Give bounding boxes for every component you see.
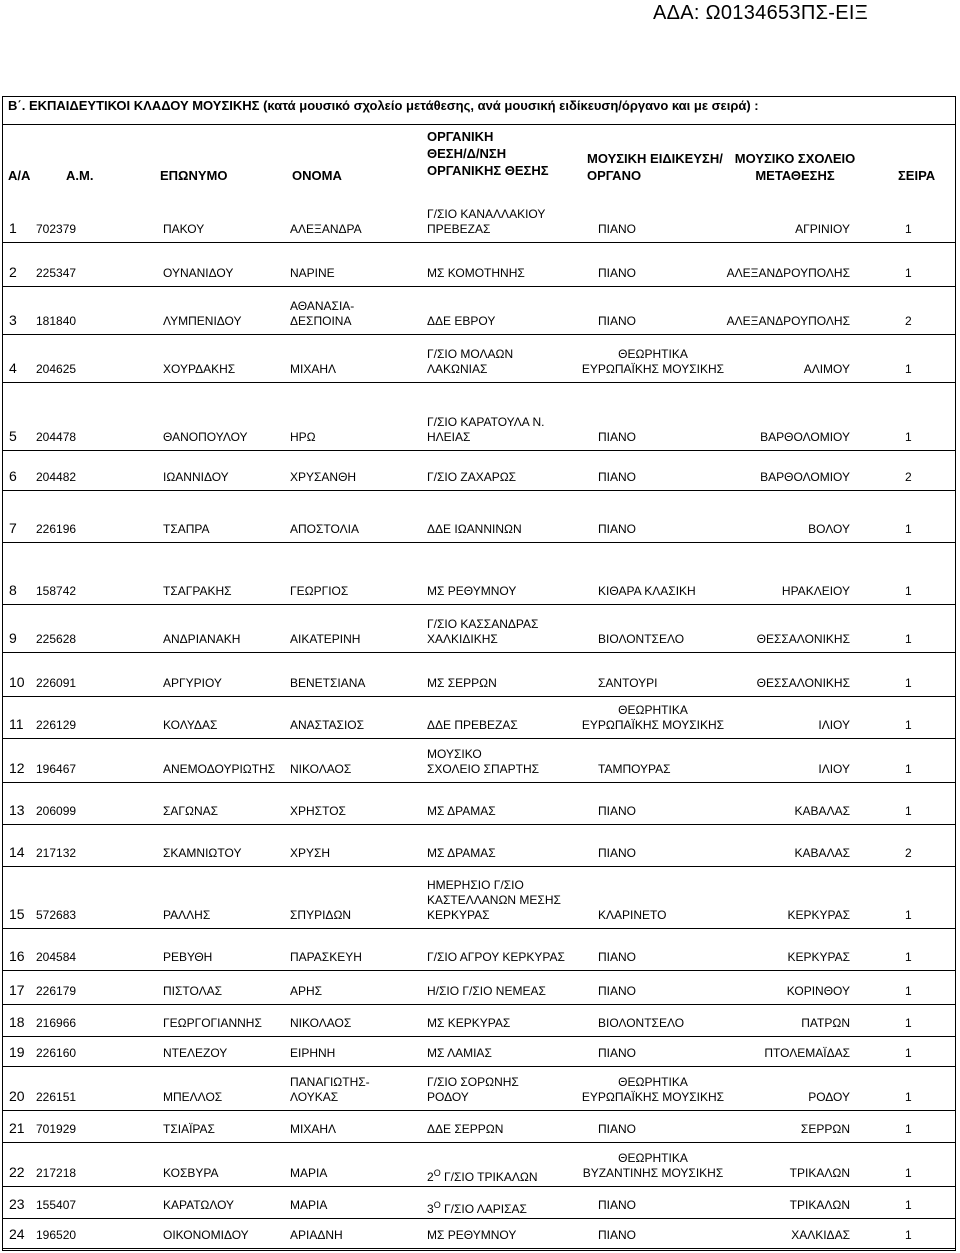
surname-line: ΜΠΕΛΛΟΣ (163, 1090, 223, 1104)
specialization: ΤΑΜΠΟΥΡΑΣ (598, 762, 671, 776)
surname-line: ΣΑΓΩΝΑΣ (163, 804, 219, 818)
first-name-line: ΝΙΚΟΛΑΟΣ (290, 1016, 352, 1030)
surname-line: ΙΩΑΝΝΙΔΟΥ (163, 470, 229, 484)
first-name-line: ΕΙΡΗΝΗ (290, 1046, 336, 1060)
order-number: 1 (905, 1046, 912, 1060)
row-divider (2, 824, 956, 825)
organic-position-line: ΔΔΕ ΕΒΡΟΥ (427, 314, 496, 328)
registry-number: 572683 (36, 908, 77, 922)
first-name-line: ΑΛΕΞΑΝΔΡΑ (290, 222, 362, 236)
surname-line: ΚΟΛΥΔΑΣ (163, 718, 218, 732)
registry-number: 155407 (36, 1198, 77, 1212)
surname-line: ΛΥΜΠΕΝΙΔΟΥ (163, 314, 242, 328)
transfer-school: ΘΕΣΣΑΛΟΝΙΚΗΣ (756, 676, 850, 690)
organic-position-line: Γ/ΣΙΟ ΑΓΡΟΥ ΚΕΡΚΥΡΑΣ (427, 950, 565, 964)
registry-number: 216966 (36, 1016, 77, 1030)
first-name-line: ΜΙΧΑΗΛ (290, 362, 337, 376)
first-name-line: ΔΕΣΠΟΙΝΑ (290, 314, 352, 328)
row-divider (2, 652, 956, 653)
specialization: ΠΙΑΝΟ (598, 984, 637, 998)
registry-number: 225347 (36, 266, 77, 280)
transfer-school: ΚΑΒΑΛΑΣ (794, 846, 850, 860)
order-number: 1 (905, 676, 912, 690)
row-divider (2, 450, 956, 451)
specialization-line: ΕΥΡΩΠΑΪΚΗΣ ΜΟΥΣΙΚΗΣ (581, 718, 725, 732)
surname-line: ΘΑΝΟΠΟΥΛΟΥ (163, 430, 248, 444)
row-divider (2, 738, 956, 739)
row-number: 9 (9, 630, 17, 646)
first-name-line: ΧΡΥΣΑΝΘΗ (290, 470, 357, 484)
transfer-school: ΚΟΡΙΝΘΟΥ (786, 984, 850, 998)
row-divider (2, 1186, 956, 1187)
registry-number: 204482 (36, 470, 77, 484)
row-number: 6 (9, 468, 17, 484)
row-divider (2, 286, 956, 287)
registry-number: 204478 (36, 430, 77, 444)
specialization: ΠΙΑΝΟ (598, 222, 637, 236)
transfer-school: ΧΑΛΚΙΔΑΣ (791, 1228, 850, 1242)
header-organic-line-2: ΘΕΣΗ/Δ/ΝΣΗ (427, 146, 507, 161)
order-number: 1 (905, 584, 912, 598)
specialization: ΠΙΑΝΟ (598, 470, 637, 484)
specialization: ΠΙΑΝΟ (598, 804, 637, 818)
row-number: 15 (9, 906, 25, 922)
surname-line: ΓΕΩΡΓΟΓΙΑΝΝΗΣ (163, 1016, 262, 1030)
header-school-line-2: ΜΕΤΑΘΕΣΗΣ (755, 168, 835, 183)
registry-number: 206099 (36, 804, 77, 818)
organic-position-line: Γ/ΣΙΟ ΖΑΧΑΡΩΣ (427, 470, 517, 484)
row-divider (2, 1142, 956, 1143)
surname-line: ΟΙΚΟΝΟΜΙΔΟΥ (163, 1228, 249, 1242)
transfer-school: ΑΛΙΜΟΥ (803, 362, 850, 376)
specialization-line: ΘΕΩΡΗΤΙΚΑ (618, 1075, 688, 1089)
row-number: 14 (9, 844, 25, 860)
order-number: 1 (905, 222, 912, 236)
surname-line: ΤΣΑΠΡΑ (163, 522, 210, 536)
row-divider (2, 382, 956, 383)
header-school-line-1: ΜΟΥΣΙΚΟ ΣΧΟΛΕΙΟ (734, 151, 856, 166)
organic-position-line: Γ/ΣΙΟ ΚΑΝΑΛΛΑΚΙΟΥ (427, 207, 546, 221)
header-surname: ΕΠΩΝΥΜΟ (160, 168, 228, 183)
row-divider (2, 604, 956, 605)
specialization: ΠΙΑΝΟ (598, 846, 637, 860)
organic-position-line: ΔΔΕ ΣΕΡΡΩΝ (427, 1122, 504, 1136)
row-divider (2, 1004, 956, 1005)
row-divider (2, 1036, 956, 1037)
specialization: ΠΙΑΝΟ (598, 430, 637, 444)
organic-position-line: Γ/ΣΙΟ ΜΟΛΑΩΝ (427, 347, 514, 361)
specialization: ΠΙΑΝΟ (598, 1198, 637, 1212)
row-number: 16 (9, 948, 25, 964)
organic-position-line: Γ/ΣΙΟ ΚΑΡΑΤΟΥΛΑ Ν. (427, 415, 545, 429)
registry-number: 225628 (36, 632, 77, 646)
organic-position (427, 1198, 527, 1217)
organic-position-line: ΜΣ ΚΟΜΟΤΗΝΗΣ (427, 266, 525, 280)
header-spec-line-2: ΟΡΓΑΝΟ (587, 168, 642, 183)
organic-position-line: ΗΛΕΙΑΣ (427, 430, 471, 444)
header-organic-line-1: ΟΡΓΑΝΙΚΗ (427, 129, 494, 144)
transfer-school: ΚΑΒΑΛΑΣ (794, 804, 850, 818)
first-name-line: ΜΑΡΙΑ (290, 1166, 328, 1180)
row-number: 8 (9, 582, 17, 598)
transfer-school: ΚΕΡΚΥΡΑΣ (787, 950, 850, 964)
registry-number: 702379 (36, 222, 77, 236)
surname-line: ΤΣΑΓΡΑΚΗΣ (163, 584, 232, 598)
transfer-school: ΙΛΙΟΥ (818, 762, 850, 776)
transfer-school: ΤΡΙΚΑΛΩΝ (789, 1198, 850, 1212)
specialization-line: ΘΕΩΡΗΤΙΚΑ (618, 1151, 688, 1165)
header-name: ΟΝΟΜΑ (292, 168, 342, 183)
order-number: 1 (905, 950, 912, 964)
organic-position-line: ΡΟΔΟΥ (427, 1090, 469, 1104)
row-divider (2, 242, 956, 243)
surname-line: ΑΝΔΡΙΑΝΑΚΗ (163, 632, 241, 646)
first-name-line: ΣΠΥΡΙΔΩΝ (290, 908, 352, 922)
row-number: 7 (9, 520, 17, 536)
order-number: 1 (905, 362, 912, 376)
organic-position-line: ΣΧΟΛΕΙΟ ΣΠΑΡΤΗΣ (427, 762, 540, 776)
row-divider (2, 1248, 956, 1249)
registry-number: 226091 (36, 676, 77, 690)
registry-number: 181840 (36, 314, 77, 328)
row-number: 2 (9, 264, 17, 280)
order-number: 1 (905, 632, 912, 646)
registry-number: 226179 (36, 984, 77, 998)
order-number: 2 (905, 314, 912, 328)
organic-position-line: ΜΣ ΡΕΘΥΜΝΟΥ (427, 1228, 517, 1242)
transfer-school: ΑΛΕΞΑΝΔΡΟΥΠΟΛΗΣ (726, 266, 850, 280)
registry-number: 226196 (36, 522, 77, 536)
organic-position-line: ΜΣ ΔΡΑΜΑΣ (427, 804, 496, 818)
first-name-line: ΓΕΩΡΓΙΟΣ (290, 584, 349, 598)
transfer-school: ΤΡΙΚΑΛΩΝ (789, 1166, 850, 1180)
organic-position-line: ΔΔΕ ΠΡΕΒΕΖΑΣ (427, 718, 518, 732)
specialization: ΠΙΑΝΟ (598, 1122, 637, 1136)
surname-line: ΡΕΒΥΘΗ (163, 950, 213, 964)
specialization: ΒΙΟΛΟΝΤΣΕΛΟ (598, 632, 685, 646)
organic-position-line: ΚΕΡΚΥΡΑΣ (427, 908, 490, 922)
first-name-line: ΠΑΝΑΓΙΩΤΗΣ- (290, 1075, 370, 1089)
first-name-line: ΑΡΙΑΔΝΗ (290, 1228, 343, 1242)
first-name-line: ΧΡΥΣΗ (290, 846, 331, 860)
row-number: 22 (9, 1164, 25, 1180)
row-number: 4 (9, 360, 17, 376)
organic-position-line: ΠΡΕΒΕΖΑΣ (427, 222, 491, 236)
organic-position-line: ΧΑΛΚΙΔΙΚΗΣ (427, 632, 498, 646)
transfer-school: ΣΕΡΡΩΝ (800, 1122, 850, 1136)
surname-line: ΚΟΣΒΥΡΑ (163, 1166, 219, 1180)
surname-line: ΚΑΡΑΤΩΛΟΥ (163, 1198, 235, 1212)
organic-position-line: ΔΔΕ ΙΩΑΝΝΙΝΩΝ (427, 522, 522, 536)
order-number: 1 (905, 522, 912, 536)
first-name-line: ΜΑΡΙΑ (290, 1198, 328, 1212)
order-number: 1 (905, 266, 912, 280)
transfer-school: ΘΕΣΣΑΛΟΝΙΚΗΣ (756, 632, 850, 646)
order-number: 1 (905, 762, 912, 776)
order-number: 2 (905, 470, 912, 484)
order-number: 1 (905, 430, 912, 444)
order-number: 1 (905, 1122, 912, 1136)
order-number: 1 (905, 1228, 912, 1242)
title-divider (2, 124, 956, 125)
specialization: ΚΛΑΡΙΝΕΤΟ (598, 908, 667, 922)
header-order: ΣΕΙΡΑ (898, 168, 936, 183)
transfer-school: ΚΕΡΚΥΡΑΣ (787, 908, 850, 922)
specialization-line: ΕΥΡΩΠΑΪΚΗΣ ΜΟΥΣΙΚΗΣ (581, 362, 725, 376)
specialization: ΠΙΑΝΟ (598, 950, 637, 964)
order-number: 1 (905, 908, 912, 922)
transfer-school: ΑΓΡΙΝΙΟΥ (795, 222, 850, 236)
row-number: 13 (9, 802, 25, 818)
row-number: 23 (9, 1196, 25, 1212)
surname-line: ΟΥΝΑΝΙΔΟΥ (163, 266, 234, 280)
specialization: ΒΙΟΛΟΝΤΣΕΛΟ (598, 1016, 685, 1030)
section-title: Β΄. ΕΚΠΑΙΔΕΥΤΙΚΟΙ ΚΛΑΔΟΥ ΜΟΥΣΙΚΗΣ (κατά μουσικό σχολείο μετάθεσης, ανά μουσική ειδίκευση/όργανο και με σειρά) : (8, 98, 759, 113)
header-spec-line-1: ΜΟΥΣΙΚΗ ΕΙΔΙΚΕΥΣΗ/ (587, 151, 723, 166)
specialization: ΠΙΑΝΟ (598, 314, 637, 328)
row-divider (2, 542, 956, 543)
registry-number: 158742 (36, 584, 77, 598)
surname-line: ΑΝΕΜΟΔΟΥΡΙΩΤΗΣ (163, 762, 276, 776)
order-number: 1 (905, 1198, 912, 1212)
surname-line: ΣΚΑΜΝΙΩΤΟΥ (163, 846, 242, 860)
registry-number: 701929 (36, 1122, 77, 1136)
organic-position-line: ΗΜΕΡΗΣΙΟ Γ/ΣΙΟ (427, 878, 524, 892)
row-number: 10 (9, 674, 25, 690)
first-name-line: ΗΡΩ (290, 430, 316, 444)
organic-position-line: ΜΣ ΡΕΘΥΜΝΟΥ (427, 584, 517, 598)
first-name-line: ΛΟΥΚΑΣ (290, 1090, 339, 1104)
transfer-school: ΠΑΤΡΩΝ (801, 1016, 850, 1030)
registry-number: 196520 (36, 1228, 77, 1242)
header-transfer-school (730, 150, 860, 184)
surname-line: ΝΤΕΛΕΖΟΥ (163, 1046, 228, 1060)
row-divider (2, 1218, 956, 1219)
surname-line: ΑΡΓΥΡΙΟΥ (163, 676, 222, 690)
specialization: ΣΑΝΤΟΥΡΙ (598, 676, 658, 690)
organic-position-line: ΚΑΣΤΕΛΛΑΝΩΝ ΜΕΣΗΣ (427, 893, 561, 907)
organic-position-text: Γ/ΣΙΟ ΛΑΡΙΣΑΣ (440, 1202, 527, 1216)
header-specialization (587, 150, 723, 184)
registry-number: 226129 (36, 718, 77, 732)
order-number: 1 (905, 1090, 912, 1104)
row-divider (2, 782, 956, 783)
registry-number: 196467 (36, 762, 77, 776)
ordinal-superscript: Ο (433, 1200, 441, 1210)
row-divider (2, 1110, 956, 1111)
row-number: 5 (9, 428, 17, 444)
registry-number: 217218 (36, 1166, 77, 1180)
order-number: 1 (905, 718, 912, 732)
organic-position-line: ΜΣ ΔΡΑΜΑΣ (427, 846, 496, 860)
first-name-line: ΝΑΡΙΝΕ (290, 266, 335, 280)
specialization-line: ΕΥΡΩΠΑΪΚΗΣ ΜΟΥΣΙΚΗΣ (581, 1090, 725, 1104)
order-number: 1 (905, 1016, 912, 1030)
registry-number: 204584 (36, 950, 77, 964)
header-am: Α.Μ. (66, 168, 94, 183)
row-divider (2, 970, 956, 971)
header-organic-position (427, 128, 549, 179)
transfer-school: ΑΛΕΞΑΝΔΡΟΥΠΟΛΗΣ (726, 314, 850, 328)
surname-line: ΠΙΣΤΟΛΑΣ (163, 984, 223, 998)
specialization: ΠΙΑΝΟ (598, 1046, 637, 1060)
organic-position-line: ΛΑΚΩΝΙΑΣ (427, 362, 488, 376)
row-divider (2, 696, 956, 697)
first-name-line: ΒΕΝΕΤΣΙΑΝΑ (290, 676, 366, 690)
specialization: ΠΙΑΝΟ (598, 522, 637, 536)
first-name-line: ΑΝΑΣΤΑΣΙΟΣ (290, 718, 365, 732)
first-name-line: ΑΙΚΑΤΕΡΙΝΗ (290, 632, 361, 646)
row-number: 11 (9, 716, 24, 732)
organic-position-line: Γ/ΣΙΟ ΣΟΡΩΝΗΣ (427, 1075, 519, 1089)
transfer-school: ΗΡΑΚΛΕΙΟΥ (781, 584, 850, 598)
specialization-line: ΘΕΩΡΗΤΙΚΑ (618, 347, 688, 361)
row-number: 24 (9, 1226, 25, 1242)
surname-line: ΧΟΥΡΔΑΚΗΣ (163, 362, 236, 376)
header-organic-line-3: ΟΡΓΑΝΙΚΗΣ ΘΕΣΗΣ (427, 163, 549, 178)
order-number: 2 (905, 846, 912, 860)
row-divider (2, 1066, 956, 1067)
row-number: 21 (9, 1120, 25, 1136)
registry-number: 217132 (36, 846, 77, 860)
first-name-line: ΑΘΑΝΑΣΙΑ- (290, 299, 355, 313)
ordinal-superscript: Ο (433, 1168, 441, 1178)
registry-number: 226160 (36, 1046, 77, 1060)
organic-position (427, 1166, 538, 1185)
row-divider (2, 866, 956, 867)
specialization: ΠΙΑΝΟ (598, 1228, 637, 1242)
organic-position-line: ΜΣ ΚΕΡΚΥΡΑΣ (427, 1016, 511, 1030)
ordinal-number: 3 (427, 1202, 434, 1216)
transfer-school: ΒΟΛΟΥ (808, 522, 850, 536)
header-aa: Α/Α (8, 168, 31, 183)
specialization: ΠΙΑΝΟ (598, 266, 637, 280)
transfer-school: ΒΑΡΘΟΛΟΜΙΟΥ (760, 430, 850, 444)
surname-line: ΤΣΙΑΪΡΑΣ (163, 1122, 215, 1136)
row-number: 12 (9, 760, 25, 776)
first-name-line: ΠΑΡΑΣΚΕΥΗ (290, 950, 362, 964)
organic-position-line: ΜΟΥΣΙΚΟ (427, 747, 482, 761)
first-name-line: ΜΙΧΑΗΛ (290, 1122, 337, 1136)
organic-position-line: ΜΣ ΛΑΜΙΑΣ (427, 1046, 492, 1060)
first-name-line: ΑΡΗΣ (290, 984, 323, 998)
ordinal-number: 2 (427, 1170, 434, 1184)
surname-line: ΠΑΚΟΥ (163, 222, 205, 236)
registry-number: 226151 (36, 1090, 77, 1104)
specialization-line: ΘΕΩΡΗΤΙΚΑ (618, 703, 688, 717)
surname-line: ΡΑΛΛΗΣ (163, 908, 211, 922)
row-number: 3 (9, 312, 17, 328)
registry-number: 204625 (36, 362, 77, 376)
specialization-line: ΒΥΖΑΝΤΙΝΗΣ ΜΟΥΣΙΚΗΣ (582, 1166, 724, 1180)
transfer-school: ΙΛΙΟΥ (818, 718, 850, 732)
organic-position-line: Γ/ΣΙΟ ΚΑΣΣΑΝΔΡΑΣ (427, 617, 539, 631)
row-divider (2, 334, 956, 335)
organic-position-line: ΜΣ ΣΕΡΡΩΝ (427, 676, 497, 690)
first-name-line: ΝΙΚΟΛΑΟΣ (290, 762, 352, 776)
document-ada-code: ΑΔΑ: Ω0134653ΠΣ-ΕΙΞ (652, 2, 868, 24)
transfer-school: ΒΑΡΘΟΛΟΜΙΟΥ (760, 470, 850, 484)
order-number: 1 (905, 1166, 912, 1180)
first-name-line: ΑΠΟΣΤΟΛΙΑ (290, 522, 360, 536)
transfer-school: ΡΟΔΟΥ (808, 1090, 850, 1104)
transfer-school: ΠΤΟΛΕΜΑΪΔΑΣ (764, 1046, 850, 1060)
row-divider (2, 928, 956, 929)
specialization: ΚΙΘΑΡΑ ΚΛΑΣΙΚΗ (598, 584, 696, 598)
row-number: 19 (9, 1044, 25, 1060)
row-divider (2, 490, 956, 491)
organic-position-text: Γ/ΣΙΟ ΤΡΙΚΑΛΩΝ (440, 1170, 538, 1184)
organic-position-line: Η/ΣΙΟ Γ/ΣΙΟ ΝΕΜΕΑΣ (427, 984, 546, 998)
row-number: 18 (9, 1014, 25, 1030)
order-number: 1 (905, 984, 912, 998)
first-name-line: ΧΡΗΣΤΟΣ (290, 804, 346, 818)
order-number: 1 (905, 804, 912, 818)
row-number: 1 (9, 220, 17, 236)
row-number: 17 (9, 982, 25, 998)
row-number: 20 (9, 1088, 25, 1104)
